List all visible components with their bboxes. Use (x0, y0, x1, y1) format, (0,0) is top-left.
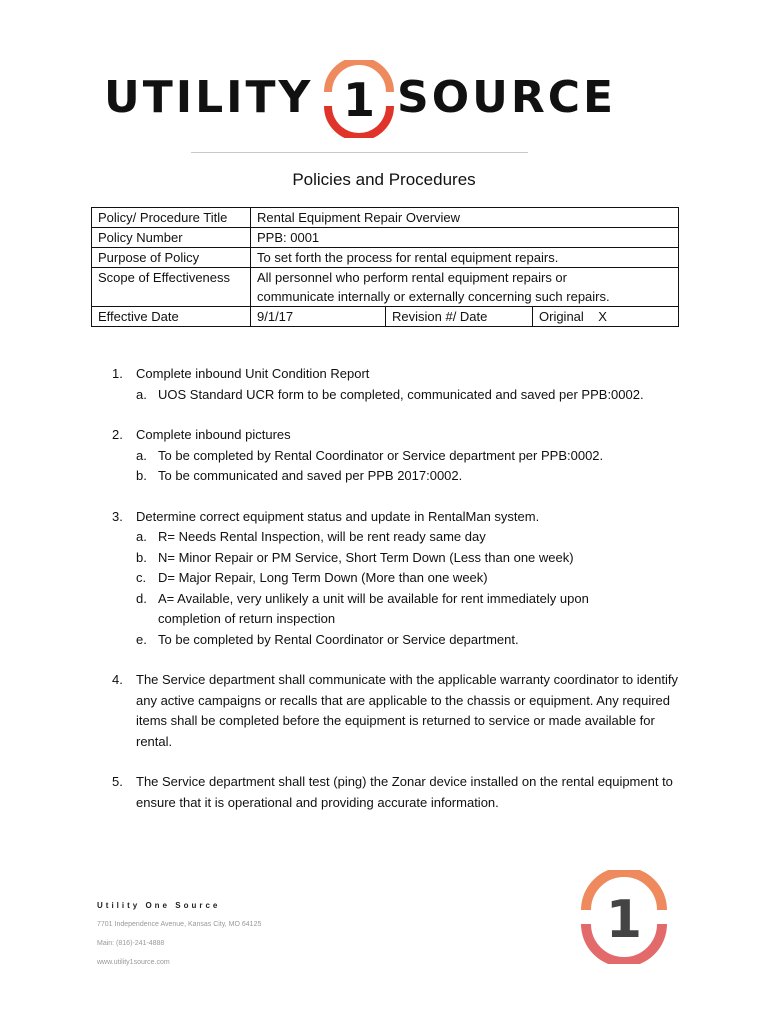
footer-address: 7701 Independence Avenue, Kansas City, MO 64125 (97, 921, 262, 928)
scope-line-1: All personnel who perform rental equipment repairs or (257, 270, 567, 285)
policy-table (91, 207, 679, 327)
sub-item: b. N= Minor Repair or PM Service, Short Term Down (Less than one week) (136, 549, 574, 565)
original-mark: X (598, 309, 607, 324)
footer-contact (97, 896, 261, 972)
sub-item: a. R= Needs Rental Inspection, will be rent ready same day (136, 529, 486, 544)
step-text: Complete inbound pictures (136, 427, 291, 442)
footer-phone: Main: (816)-241-4888 (97, 940, 165, 947)
number-value: PPB: 0001 (251, 228, 679, 248)
original-cell (533, 307, 679, 327)
footer-company: Utility One Source (97, 901, 221, 910)
sub-item: a. UOS Standard UCR form to be completed, communicated and saved per PPB:0002. (136, 386, 644, 402)
sub-item: c. D= Major Repair, Long Term Down (More than one week) (136, 570, 488, 585)
page-title: Policies and Procedures (292, 170, 476, 189)
table-row (92, 228, 679, 248)
step-3 (112, 507, 682, 651)
purpose-value: To set forth the process for rental equipment repairs. (251, 248, 679, 268)
step-text: Complete inbound Unit Condition Report (136, 366, 370, 381)
step-2 (112, 425, 682, 487)
logo-text-utility: UTILITY (104, 72, 314, 123)
scope-value (251, 268, 679, 307)
footer-logo-numeral: 1 (605, 890, 643, 950)
table-row (92, 208, 679, 228)
company-logo (104, 60, 644, 140)
logo-numeral: 1 (342, 73, 376, 127)
logo-text-source: SOURCE (397, 72, 617, 123)
step-number: 2. (112, 427, 123, 442)
number-label: Policy Number (92, 228, 251, 248)
step-number: 3. (112, 508, 123, 524)
sub-item: a. To be completed by Rental Coordinator or Service department per PPB:0002. (136, 447, 604, 463)
revision-label: Revision #/ Date (386, 307, 533, 327)
table-row (92, 268, 679, 307)
sub-item: e. To be completed by Rental Coordinator or Service department. (136, 631, 519, 647)
effective-label: Effective Date (92, 307, 251, 327)
step-text: Determine correct equipment status and update in RentalMan system. (136, 508, 540, 524)
header-divider (191, 152, 528, 153)
effective-value: 9/1/17 (251, 307, 386, 327)
step-number: 5. (112, 774, 123, 789)
purpose-label: Purpose of Policy (92, 248, 251, 268)
table-row (92, 307, 679, 327)
step-number: 4. (112, 672, 123, 687)
title-value: Rental Equipment Repair Overview (251, 208, 679, 228)
step-text: The Service department shall communicate with the applicable warranty coordinator to identify any active campaigns or recalls that are applicable to the chassis or equipment. Any required items shall be completed before the equipment is returned to service or made available for rental. (136, 672, 678, 749)
footer-website[interactable]: www.utility1source.com (97, 959, 170, 966)
title-label: Policy/ Procedure Title (92, 208, 251, 228)
step-1 (112, 364, 682, 405)
footer-logo-mark (578, 870, 670, 964)
sub-item: b. To be communicated and saved per PPB 2017:0002. (136, 468, 463, 483)
original-label: Original (539, 309, 584, 324)
step-number: 1. (112, 366, 123, 381)
sub-item: d. A= Available, very unlikely a unit will be available for rent immediately upon completion of return inspection (136, 590, 589, 626)
step-text: The Service department shall test (ping) the Zonar device installed on the rental equipment to ensure that it is operational and providing accurate information. (136, 774, 673, 810)
scope-label: Scope of Effectiveness (92, 268, 251, 307)
table-row (92, 248, 679, 268)
logo-one-mark (322, 60, 396, 138)
scope-line-2: communicate internally or externally concerning such repairs. (257, 289, 610, 304)
procedure-steps (112, 364, 682, 833)
step-5 (112, 772, 682, 813)
step-4 (112, 670, 682, 752)
